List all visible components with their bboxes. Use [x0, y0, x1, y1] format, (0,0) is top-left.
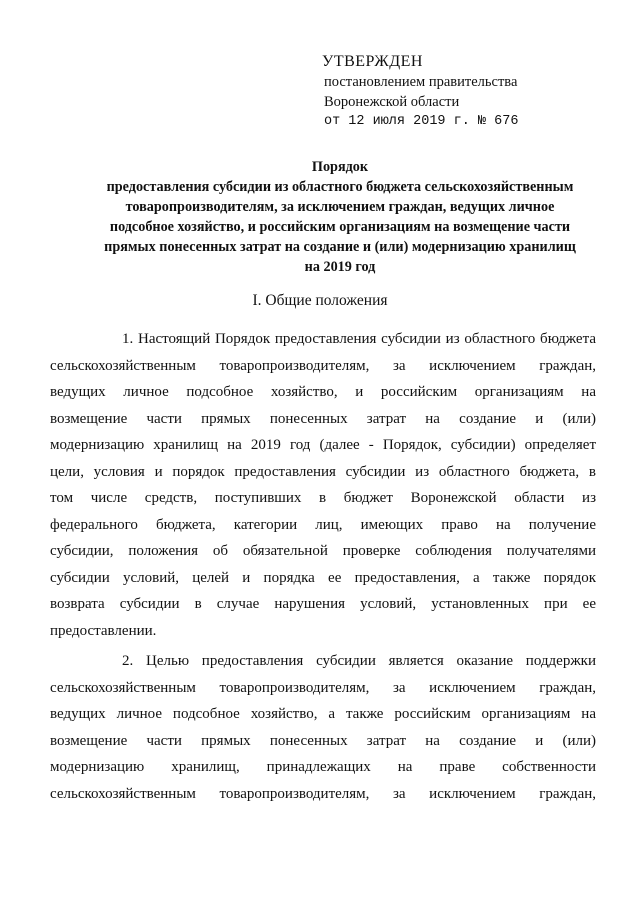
- text-line: субсидии условий, целей и порядка ее предоставления, а также порядок: [50, 569, 596, 586]
- approval-date: от 12 июля 2019 г. № 676: [324, 114, 519, 129]
- text-line: предоставлении.: [50, 622, 157, 639]
- document-title: [60, 157, 620, 277]
- title-line: прямых понесенных затрат на создание и (или) модернизацию хранилищ: [104, 239, 576, 255]
- text-line: возмещение части прямых понесенных затрат на создание и (или): [50, 410, 596, 427]
- text-line: модернизацию хранилищ, принадлежащих на праве собственности: [50, 759, 596, 775]
- document-body: [50, 326, 596, 807]
- title-line: товаропроизводителям, за исключением граждан, ведущих личное: [125, 199, 555, 215]
- paragraph-2: [50, 648, 596, 807]
- title-line: подсобное хозяйство, и российским организациям на возмещение части: [109, 219, 571, 235]
- approval-line: Воронежской области: [324, 94, 460, 110]
- text-line: ведущих личное подсобное хозяйство, и российским организациям на: [50, 384, 596, 400]
- section-heading: I. Общие положения: [252, 292, 388, 309]
- text-line: федерального бюджета, категории лиц, имеющих право на получение: [50, 516, 596, 533]
- text-line: 2. Целью предоставления субсидии является оказание поддержки: [122, 653, 596, 669]
- approval-stamp: [322, 52, 518, 132]
- text-line: возврата субсидии в случае нарушения условий, установленных при ее: [50, 596, 596, 612]
- approval-heading: УТВЕРЖДЕН: [322, 53, 423, 70]
- text-line: том числе средств, поступивших в бюджет Воронежской области из: [50, 490, 596, 506]
- text-line: возмещение части прямых понесенных затрат на создание и (или): [50, 732, 596, 749]
- paragraph-1: [50, 326, 596, 644]
- title-line: предоставления субсидии из областного бюджета сельскохозяйственным: [106, 179, 574, 195]
- text-line: сельскохозяйственным товаропроизводителям, за исключением граждан,: [50, 357, 596, 374]
- text-line: 1. Настоящий Порядок предоставления субсидии из областного бюджета: [122, 331, 596, 347]
- text-line: цели, условия и порядок предоставления субсидии из областного бюджета, в: [50, 463, 596, 480]
- text-line: сельскохозяйственным товаропроизводителям, за исключением граждан,: [50, 785, 596, 802]
- text-line: субсидии, положения об обязательной проверке соблюдения получателями: [50, 543, 596, 559]
- text-line: модернизацию хранилищ на 2019 год (далее - Порядок, субсидии) определяет: [50, 437, 596, 453]
- approval-line: постановлением правительства: [324, 74, 518, 90]
- text-line: сельскохозяйственным товаропроизводителям, за исключением граждан,: [50, 679, 596, 696]
- title-line: Порядок: [311, 159, 369, 175]
- text-line: ведущих личное подсобное хозяйство, а также российским организациям на: [50, 706, 596, 722]
- title-line: на 2019 год: [304, 259, 376, 275]
